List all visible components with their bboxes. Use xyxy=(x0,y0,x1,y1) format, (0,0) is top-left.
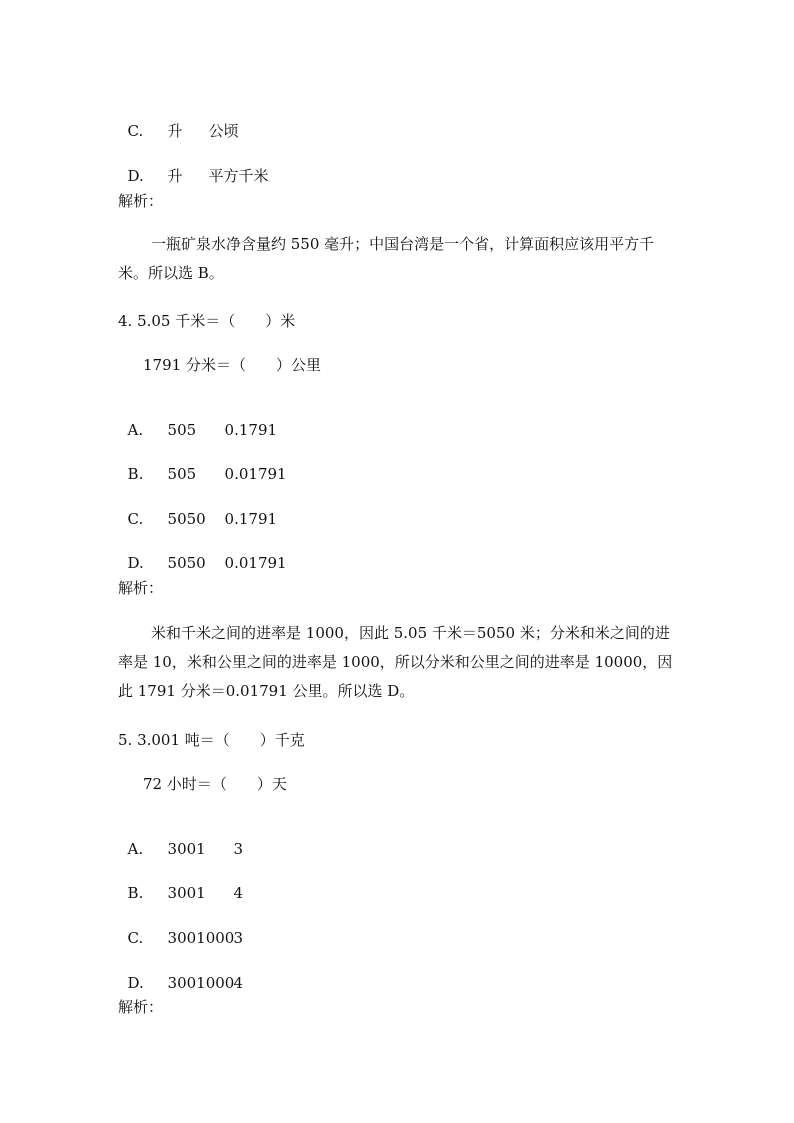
option-letter: D. xyxy=(127,167,144,185)
option-first: 升 xyxy=(167,122,183,140)
q5-option-a xyxy=(118,819,243,859)
option-second: 4 xyxy=(233,974,244,992)
option-first: 505 xyxy=(167,421,197,439)
option-letter: A. xyxy=(127,421,144,439)
q4-stem-line2: 1791 分米＝（ ）公里 xyxy=(143,356,321,374)
option-first: 5050 xyxy=(167,510,206,528)
q5-option-d xyxy=(118,953,243,993)
option-first: 5050 xyxy=(167,554,206,572)
option-second: 4 xyxy=(233,884,244,902)
option-second: 0.1791 xyxy=(224,421,278,439)
option-second: 3 xyxy=(233,929,244,947)
option-letter: C. xyxy=(127,929,144,947)
q4-stem-line1: 4. 5.05 千米＝（ ）米 xyxy=(118,312,296,330)
option-letter: D. xyxy=(127,974,144,992)
option-letter: B. xyxy=(127,884,144,902)
option-letter: C. xyxy=(127,122,144,140)
option-second: 0.01791 xyxy=(224,465,287,483)
q3-option-c xyxy=(118,101,239,141)
q4-analysis-label: 解析： xyxy=(118,579,164,597)
option-letter: C. xyxy=(127,510,144,528)
option-second: 平方千米 xyxy=(208,167,269,185)
option-first: 3001000 xyxy=(167,974,235,992)
q4-option-a xyxy=(118,400,277,440)
option-first: 3001 xyxy=(167,840,206,858)
option-second: 0.01791 xyxy=(224,554,287,572)
option-second: 公顷 xyxy=(208,122,239,140)
q5-option-c xyxy=(118,908,243,948)
option-letter: A. xyxy=(127,840,144,858)
option-letter: D. xyxy=(127,554,144,572)
option-first: 3001 xyxy=(167,884,206,902)
option-letter: B. xyxy=(127,465,144,483)
q5-stem-line2: 72 小时＝（ ）天 xyxy=(143,775,287,793)
q4-option-b xyxy=(118,444,287,484)
option-second: 0.1791 xyxy=(224,510,278,528)
q5-option-b xyxy=(118,863,243,903)
q3-option-d xyxy=(118,146,269,186)
option-first: 505 xyxy=(167,465,197,483)
q5-analysis-label: 解析： xyxy=(118,998,164,1016)
q3-analysis-text: 一瓶矿泉水净含量约 550 毫升；中国台湾是一个省，计算面积应该用平方千米。所以选 B。 xyxy=(118,235,655,282)
option-first: 3001000 xyxy=(167,929,235,947)
q5-stem-line1: 5. 3.001 吨＝（ ）千克 xyxy=(118,731,305,749)
option-first: 升 xyxy=(167,167,183,185)
q3-analysis-label: 解析： xyxy=(118,192,164,210)
option-second: 3 xyxy=(233,840,244,858)
q4-option-d xyxy=(118,533,287,573)
q4-analysis-text: 米和千米之间的进率是 1000，因此 5.05 千米＝5050 米；分米和米之间的进率是 10，米和公里之间的进率是 1000，所以分米和公里之间的进率是 10000，因此 1791 分米＝0.01791 公里。所以选 D。 xyxy=(118,624,673,700)
q4-option-c xyxy=(118,489,277,529)
